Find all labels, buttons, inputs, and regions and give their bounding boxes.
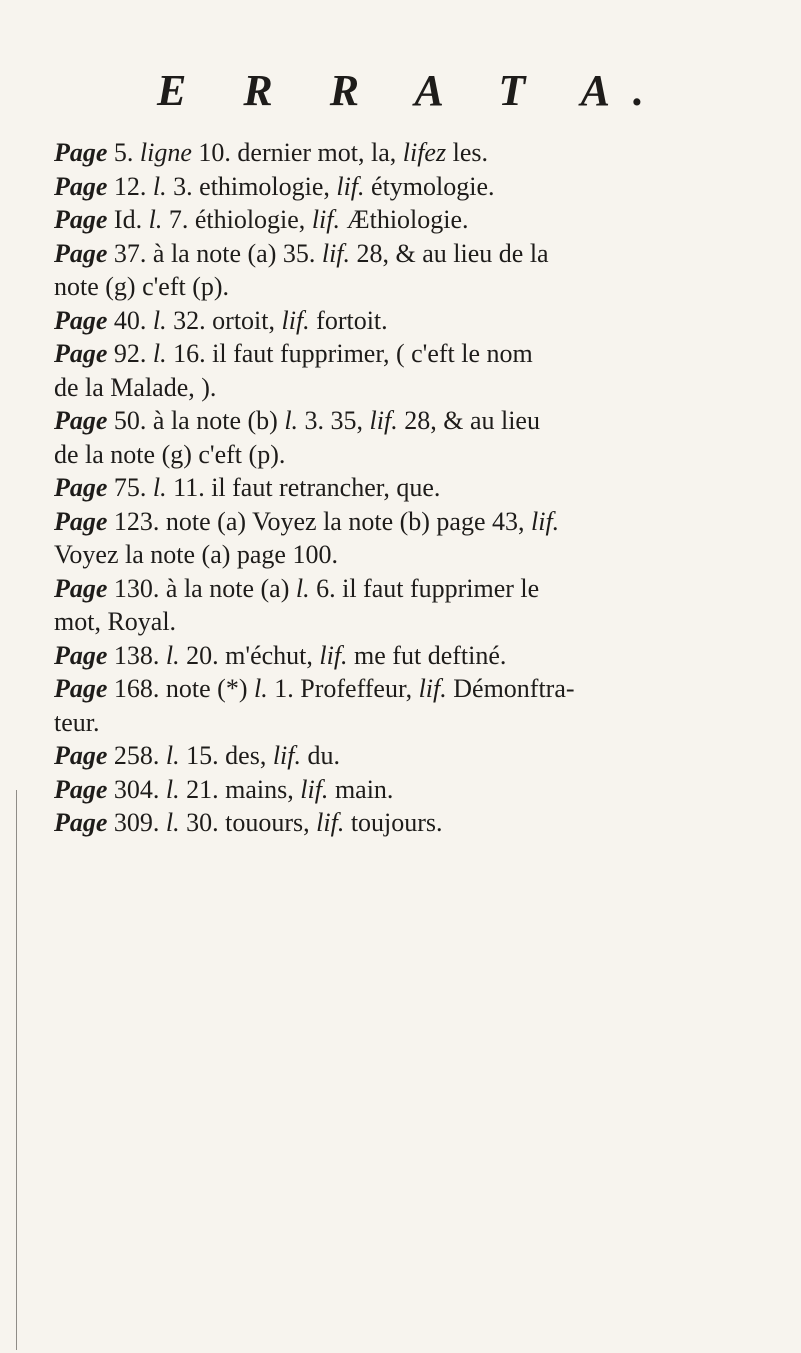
errata-entry xyxy=(54,572,799,639)
errata-title: E R R A T A. xyxy=(157,66,667,115)
entry-text: 12. xyxy=(107,171,153,201)
line-abbrev: l. xyxy=(152,171,167,201)
read-abbrev: lif. xyxy=(311,205,340,234)
entry-rest: 10. dernier mot, la, xyxy=(191,138,403,167)
entry-text: 123. note (a) Voyez la note (b) page 43, xyxy=(107,506,532,536)
read-abbrev: lif. xyxy=(336,171,365,201)
correction: toujours. xyxy=(344,808,443,837)
line-abbrev: l. xyxy=(165,741,180,770)
entry-text: 304. xyxy=(107,774,166,804)
errata-entry xyxy=(54,136,799,170)
errata-entry xyxy=(54,672,799,739)
read-abbrev: lif. xyxy=(281,305,310,335)
page-label: Page xyxy=(54,774,108,804)
entry-text: 258. xyxy=(107,741,166,770)
correction: les. xyxy=(446,138,488,167)
errata-entry xyxy=(54,170,799,204)
entry-rest: 3. 35, xyxy=(298,406,370,435)
read-abbrev: lifez xyxy=(402,138,447,167)
line-abbrev: l. xyxy=(284,406,299,435)
page-label: Page xyxy=(54,205,108,234)
errata-entry xyxy=(54,639,799,673)
entry-text: 40. xyxy=(107,305,153,335)
page-label: Page xyxy=(54,674,108,703)
entry-text: Id. xyxy=(107,205,149,234)
correction: étymologie. xyxy=(364,171,495,201)
line-abbrev: l. xyxy=(165,808,180,837)
line-abbrev: l. xyxy=(254,674,268,703)
entry-rest: 11. il faut retrancher, que. xyxy=(166,473,441,502)
entry-text: 75. xyxy=(107,473,153,502)
correction: Démonftra- xyxy=(446,674,575,703)
line-abbrev: l. xyxy=(152,473,167,502)
entry-text: 130. à la note (a) xyxy=(107,573,296,603)
entry-text: 138. xyxy=(107,640,166,670)
entry-continuation: note (g) c'eft (p). xyxy=(54,272,230,301)
page-label: Page xyxy=(54,238,108,268)
line-abbrev: l. xyxy=(148,205,163,234)
page-label: Page xyxy=(54,808,108,837)
entry-rest: 20. m'échut, xyxy=(179,640,320,670)
correction: Æthiologie. xyxy=(339,205,469,234)
line-abbrev: l. xyxy=(152,339,167,368)
entry-continuation: mot, Royal. xyxy=(54,607,177,636)
read-abbrev: lif. xyxy=(319,640,348,670)
errata-entry xyxy=(54,739,799,773)
page-label: Page xyxy=(54,339,108,368)
read-abbrev: lif. xyxy=(316,808,345,837)
line-abbrev: l. xyxy=(152,305,167,335)
page-label: Page xyxy=(54,305,108,335)
correction: 28, & au lieu xyxy=(397,406,540,435)
entry-rest: 6. il faut fupprimer le xyxy=(309,573,540,603)
margin-rule xyxy=(16,790,17,1350)
entry-text: 5. xyxy=(107,138,140,167)
entry-text: 309. xyxy=(107,808,166,837)
line-abbrev: l. xyxy=(165,640,180,670)
entry-continuation: de la Malade, ). xyxy=(54,372,217,402)
page-label: Page xyxy=(54,138,108,167)
errata-entry xyxy=(54,773,799,807)
page-label: Page xyxy=(54,741,108,770)
line-abbrev: l. xyxy=(165,774,180,804)
entry-rest: 16. il faut fupprimer, ( c'eft le nom xyxy=(166,339,533,368)
page-label: Page xyxy=(54,506,108,536)
line-abbrev: l. xyxy=(295,573,310,603)
errata-entry xyxy=(54,304,799,338)
entry-rest: 15. des, xyxy=(179,741,273,770)
entry-rest: 30. touours, xyxy=(179,808,317,837)
read-abbrev: lif. xyxy=(369,406,398,435)
entry-rest: 3. ethimologie, xyxy=(166,171,337,201)
errata-entry xyxy=(54,337,799,404)
entry-text: 92. xyxy=(107,339,153,368)
page-label: Page xyxy=(54,406,108,435)
read-abbrev: lif. xyxy=(272,741,301,770)
entry-rest: 1. Profeffeur, xyxy=(267,674,419,703)
read-abbrev: lif. xyxy=(300,774,329,804)
page-label: Page xyxy=(54,640,108,670)
page-label: Page xyxy=(54,171,108,201)
line-abbrev: ligne xyxy=(139,138,192,167)
entry-text: 37. à la note (a) 35. xyxy=(107,238,322,268)
page-label: Page xyxy=(54,573,108,603)
entry-continuation: Voyez la note (a) page 100. xyxy=(54,540,338,569)
correction: main. xyxy=(328,774,394,804)
read-abbrev: lif. xyxy=(418,674,447,703)
entry-rest: 7. éthiologie, xyxy=(162,205,312,234)
read-abbrev: lif. xyxy=(321,238,351,268)
correction: du. xyxy=(301,741,340,770)
errata-entry xyxy=(54,806,799,840)
errata-entry xyxy=(54,203,799,237)
correction: me fut deftiné. xyxy=(347,640,507,670)
entry-rest: 21. mains, xyxy=(179,774,301,804)
errata-entry xyxy=(54,471,799,505)
entry-rest: 32. ortoit, xyxy=(166,305,282,335)
errata-entry xyxy=(54,237,799,304)
entry-continuation: teur. xyxy=(54,707,100,737)
correction: fortoit. xyxy=(309,305,388,335)
errata-entry xyxy=(54,404,799,471)
read-abbrev: lif. xyxy=(531,506,560,536)
correction: 28, & au lieu de la xyxy=(350,238,549,268)
entry-continuation: de la note (g) c'eft (p). xyxy=(54,439,286,469)
errata-list xyxy=(54,136,799,840)
page-label: Page xyxy=(54,473,108,502)
errata-entry xyxy=(54,505,799,572)
entry-text: 168. note (*) xyxy=(107,674,255,703)
entry-text: 50. à la note (b) xyxy=(107,406,285,435)
